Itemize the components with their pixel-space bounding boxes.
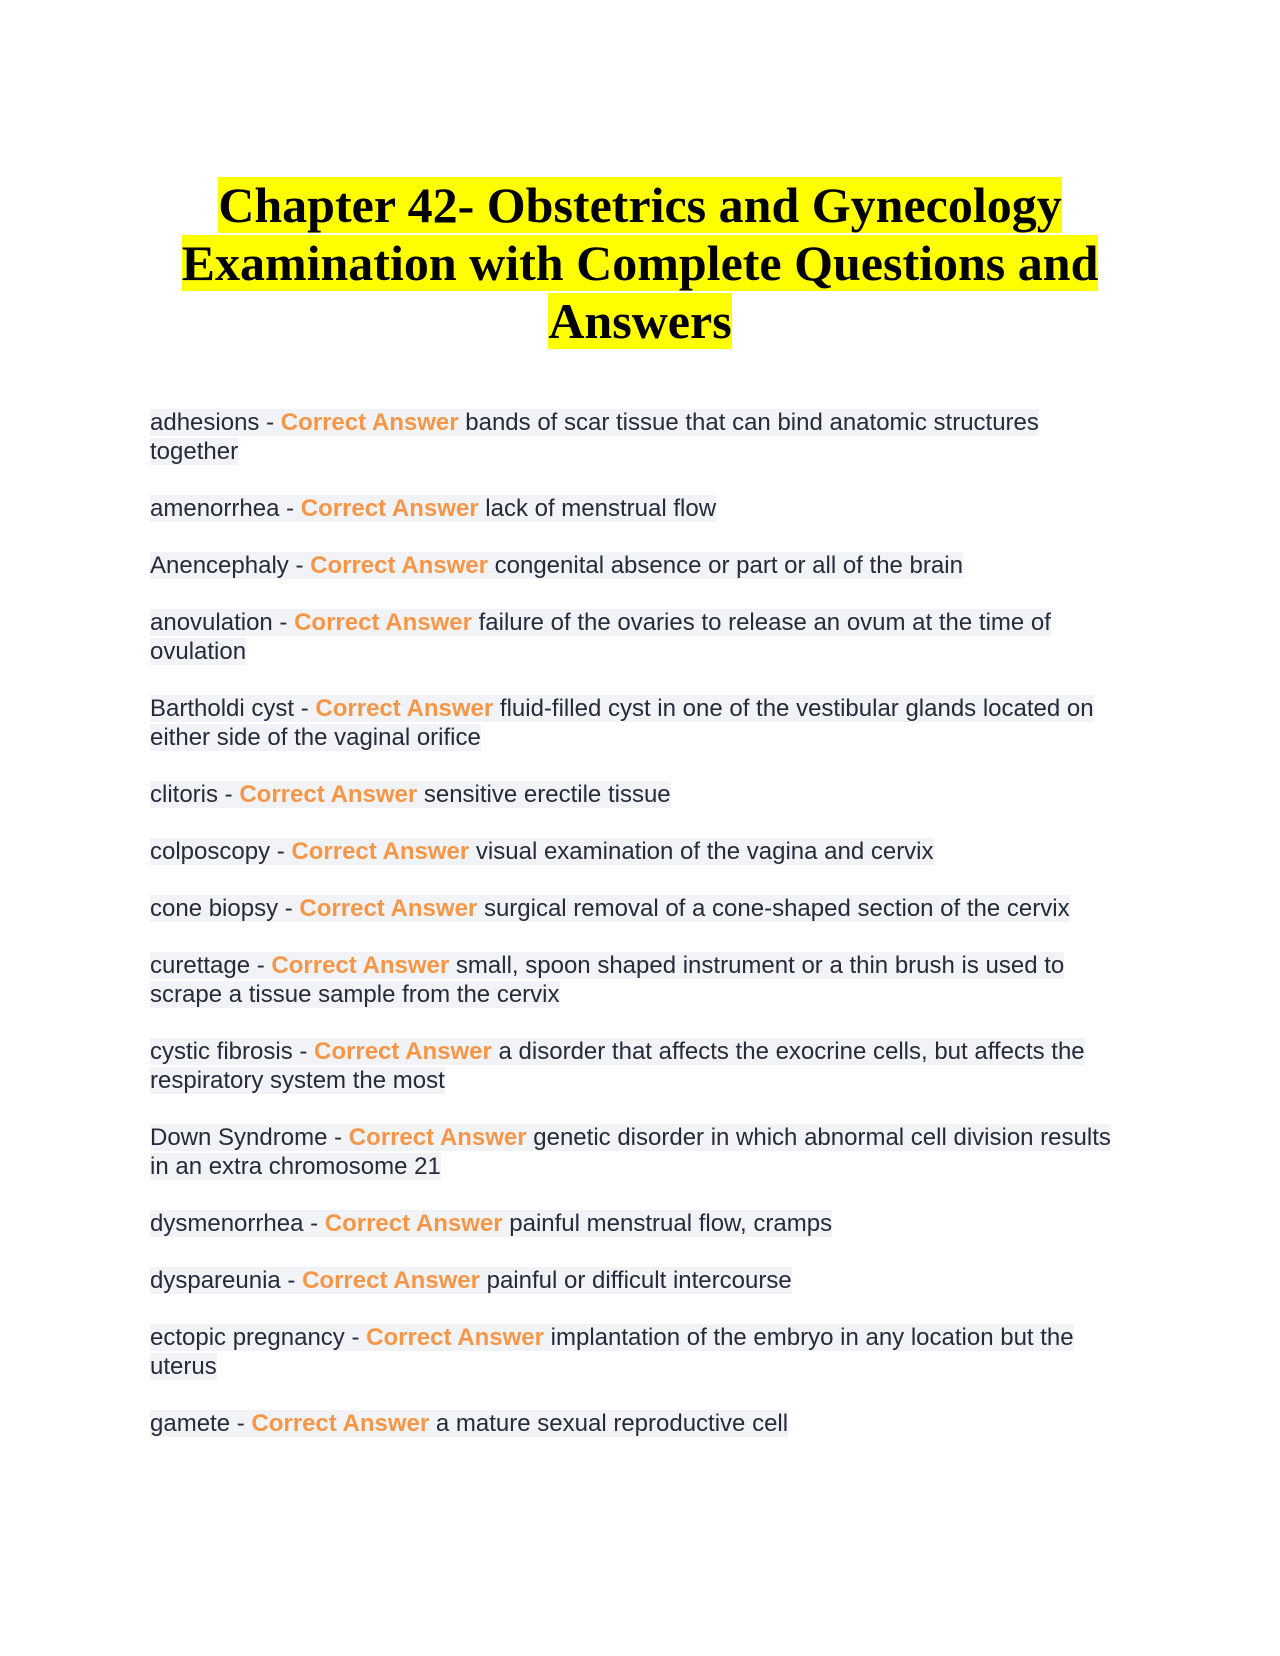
entry-highlight (150, 552, 963, 579)
entry-term: clitoris (150, 781, 219, 808)
entry-separator: - (250, 952, 272, 979)
entry-definition: congenital absence or part or all of the brain (494, 552, 963, 579)
correct-answer-label: Correct Answer (302, 1267, 480, 1294)
entry-highlight (150, 1267, 792, 1294)
correct-answer-label: Correct Answer (294, 609, 472, 636)
entry-term: gamete (150, 1410, 231, 1437)
entry-highlight (150, 952, 1064, 1008)
glossary-entry (150, 1323, 1130, 1381)
title-highlight: Chapter 42- Obstetrics and Gynecology Examination with Complete Questions and Answers (181, 177, 1099, 349)
entry-definition: genetic disorder in which abnormal cell division results in an extra chromosome 21 (150, 1124, 1111, 1180)
entry-separator: - (230, 1410, 252, 1437)
correct-answer-label: Correct Answer (314, 1038, 492, 1065)
entry-definition: lack of menstrual flow (485, 495, 717, 522)
entry-highlight (150, 695, 1094, 751)
entry-definition: a mature sexual reproductive cell (435, 1410, 789, 1437)
entry-definition: painful or difficult intercourse (486, 1267, 792, 1294)
correct-answer-label: Correct Answer (300, 495, 479, 522)
glossary-entry (150, 1123, 1130, 1181)
entry-separator: - (279, 495, 301, 522)
entry-separator: - (218, 781, 240, 808)
glossary-entry (150, 1409, 1130, 1438)
entry-definition: fluid-filled cyst in one of the vestibular glands located on either side of the vaginal orifice (150, 695, 1094, 751)
entry-term: adhesions (150, 409, 260, 436)
glossary-entry (150, 1037, 1130, 1095)
correct-answer-label: Correct Answer (271, 952, 450, 979)
entry-term: anovulation (150, 609, 273, 636)
entry-separator: - (294, 695, 316, 722)
glossary-entry (150, 780, 1130, 809)
entry-definition: implantation of the embryo in any location but the uterus (150, 1324, 1074, 1380)
entry-definition: small, spoon shaped instrument or a thin brush is used to scrape a tissue sample from the cervix (150, 952, 1065, 1008)
entry-highlight (150, 781, 671, 808)
entry-definition: sensitive erectile tissue (423, 781, 671, 808)
entry-highlight (150, 1210, 832, 1237)
entry-term: curettage (150, 952, 251, 979)
entry-separator: - (280, 1267, 303, 1294)
entry-definition: bands of scar tissue that can bind anatomic structures together (150, 409, 1039, 465)
glossary-entry (150, 608, 1130, 666)
entry-highlight (150, 838, 934, 865)
entry-separator: - (278, 895, 300, 922)
correct-answer-label: Correct Answer (280, 409, 459, 436)
entry-definition: surgical removal of a cone-shaped section of the cervix (483, 895, 1070, 922)
correct-answer-label: Correct Answer (291, 838, 470, 865)
entry-separator: - (303, 1210, 325, 1237)
entry-separator: - (344, 1324, 367, 1351)
glossary-entry (150, 837, 1130, 866)
glossary-entry (150, 1209, 1130, 1238)
entry-highlight (150, 1124, 1111, 1180)
entry-term: Bartholdi cyst (150, 695, 295, 722)
entry-term: ectopic pregnancy (150, 1324, 345, 1351)
glossary-entry (150, 551, 1130, 580)
entry-separator: - (288, 552, 311, 579)
glossary-entry (150, 894, 1130, 923)
glossary-entry (150, 694, 1130, 752)
entry-separator: - (327, 1124, 349, 1151)
entry-highlight (150, 1038, 1085, 1094)
entry-term: Anencephaly (150, 552, 289, 579)
correct-answer-label: Correct Answer (348, 1124, 527, 1151)
entry-term: cone biopsy (150, 895, 279, 922)
entry-highlight (150, 895, 1070, 922)
entry-definition: failure of the ovaries to release an ovum at the time of ovulation (150, 609, 1051, 665)
entry-highlight (150, 1324, 1074, 1380)
entry-term: amenorrhea (150, 495, 280, 522)
entry-term: colposcopy (150, 838, 271, 865)
correct-answer-label: Correct Answer (251, 1410, 430, 1437)
entry-term: cystic fibrosis (150, 1038, 293, 1065)
entry-highlight (150, 609, 1051, 665)
entry-highlight (150, 409, 1039, 465)
correct-answer-label: Correct Answer (366, 1324, 544, 1351)
glossary-entry (150, 1266, 1130, 1295)
entry-separator: - (272, 609, 295, 636)
correct-answer-label: Correct Answer (324, 1210, 503, 1237)
correct-answer-label: Correct Answer (299, 895, 478, 922)
correct-answer-label: Correct Answer (315, 695, 494, 722)
entry-separator: - (292, 1038, 315, 1065)
entry-definition: a disorder that affects the exocrine cells, but affects the respiratory system the most (150, 1038, 1085, 1094)
glossary-entry (150, 951, 1130, 1009)
glossary-entry (150, 494, 1130, 523)
entry-definition: visual examination of the vagina and cervix (475, 838, 934, 865)
entry-definition: painful menstrual flow, cramps (509, 1210, 833, 1237)
entry-separator: - (259, 409, 281, 436)
entry-term: dysmenorrhea (150, 1210, 304, 1237)
entry-highlight (150, 495, 716, 522)
entry-highlight (150, 1410, 788, 1437)
entry-separator: - (270, 838, 292, 865)
glossary-entry (150, 408, 1130, 466)
correct-answer-label: Correct Answer (310, 552, 488, 579)
correct-answer-label: Correct Answer (239, 781, 418, 808)
document-title (150, 176, 1130, 350)
glossary-list (150, 408, 1130, 1466)
entry-term: Down Syndrome (150, 1124, 328, 1151)
entry-term: dyspareunia (150, 1267, 281, 1294)
